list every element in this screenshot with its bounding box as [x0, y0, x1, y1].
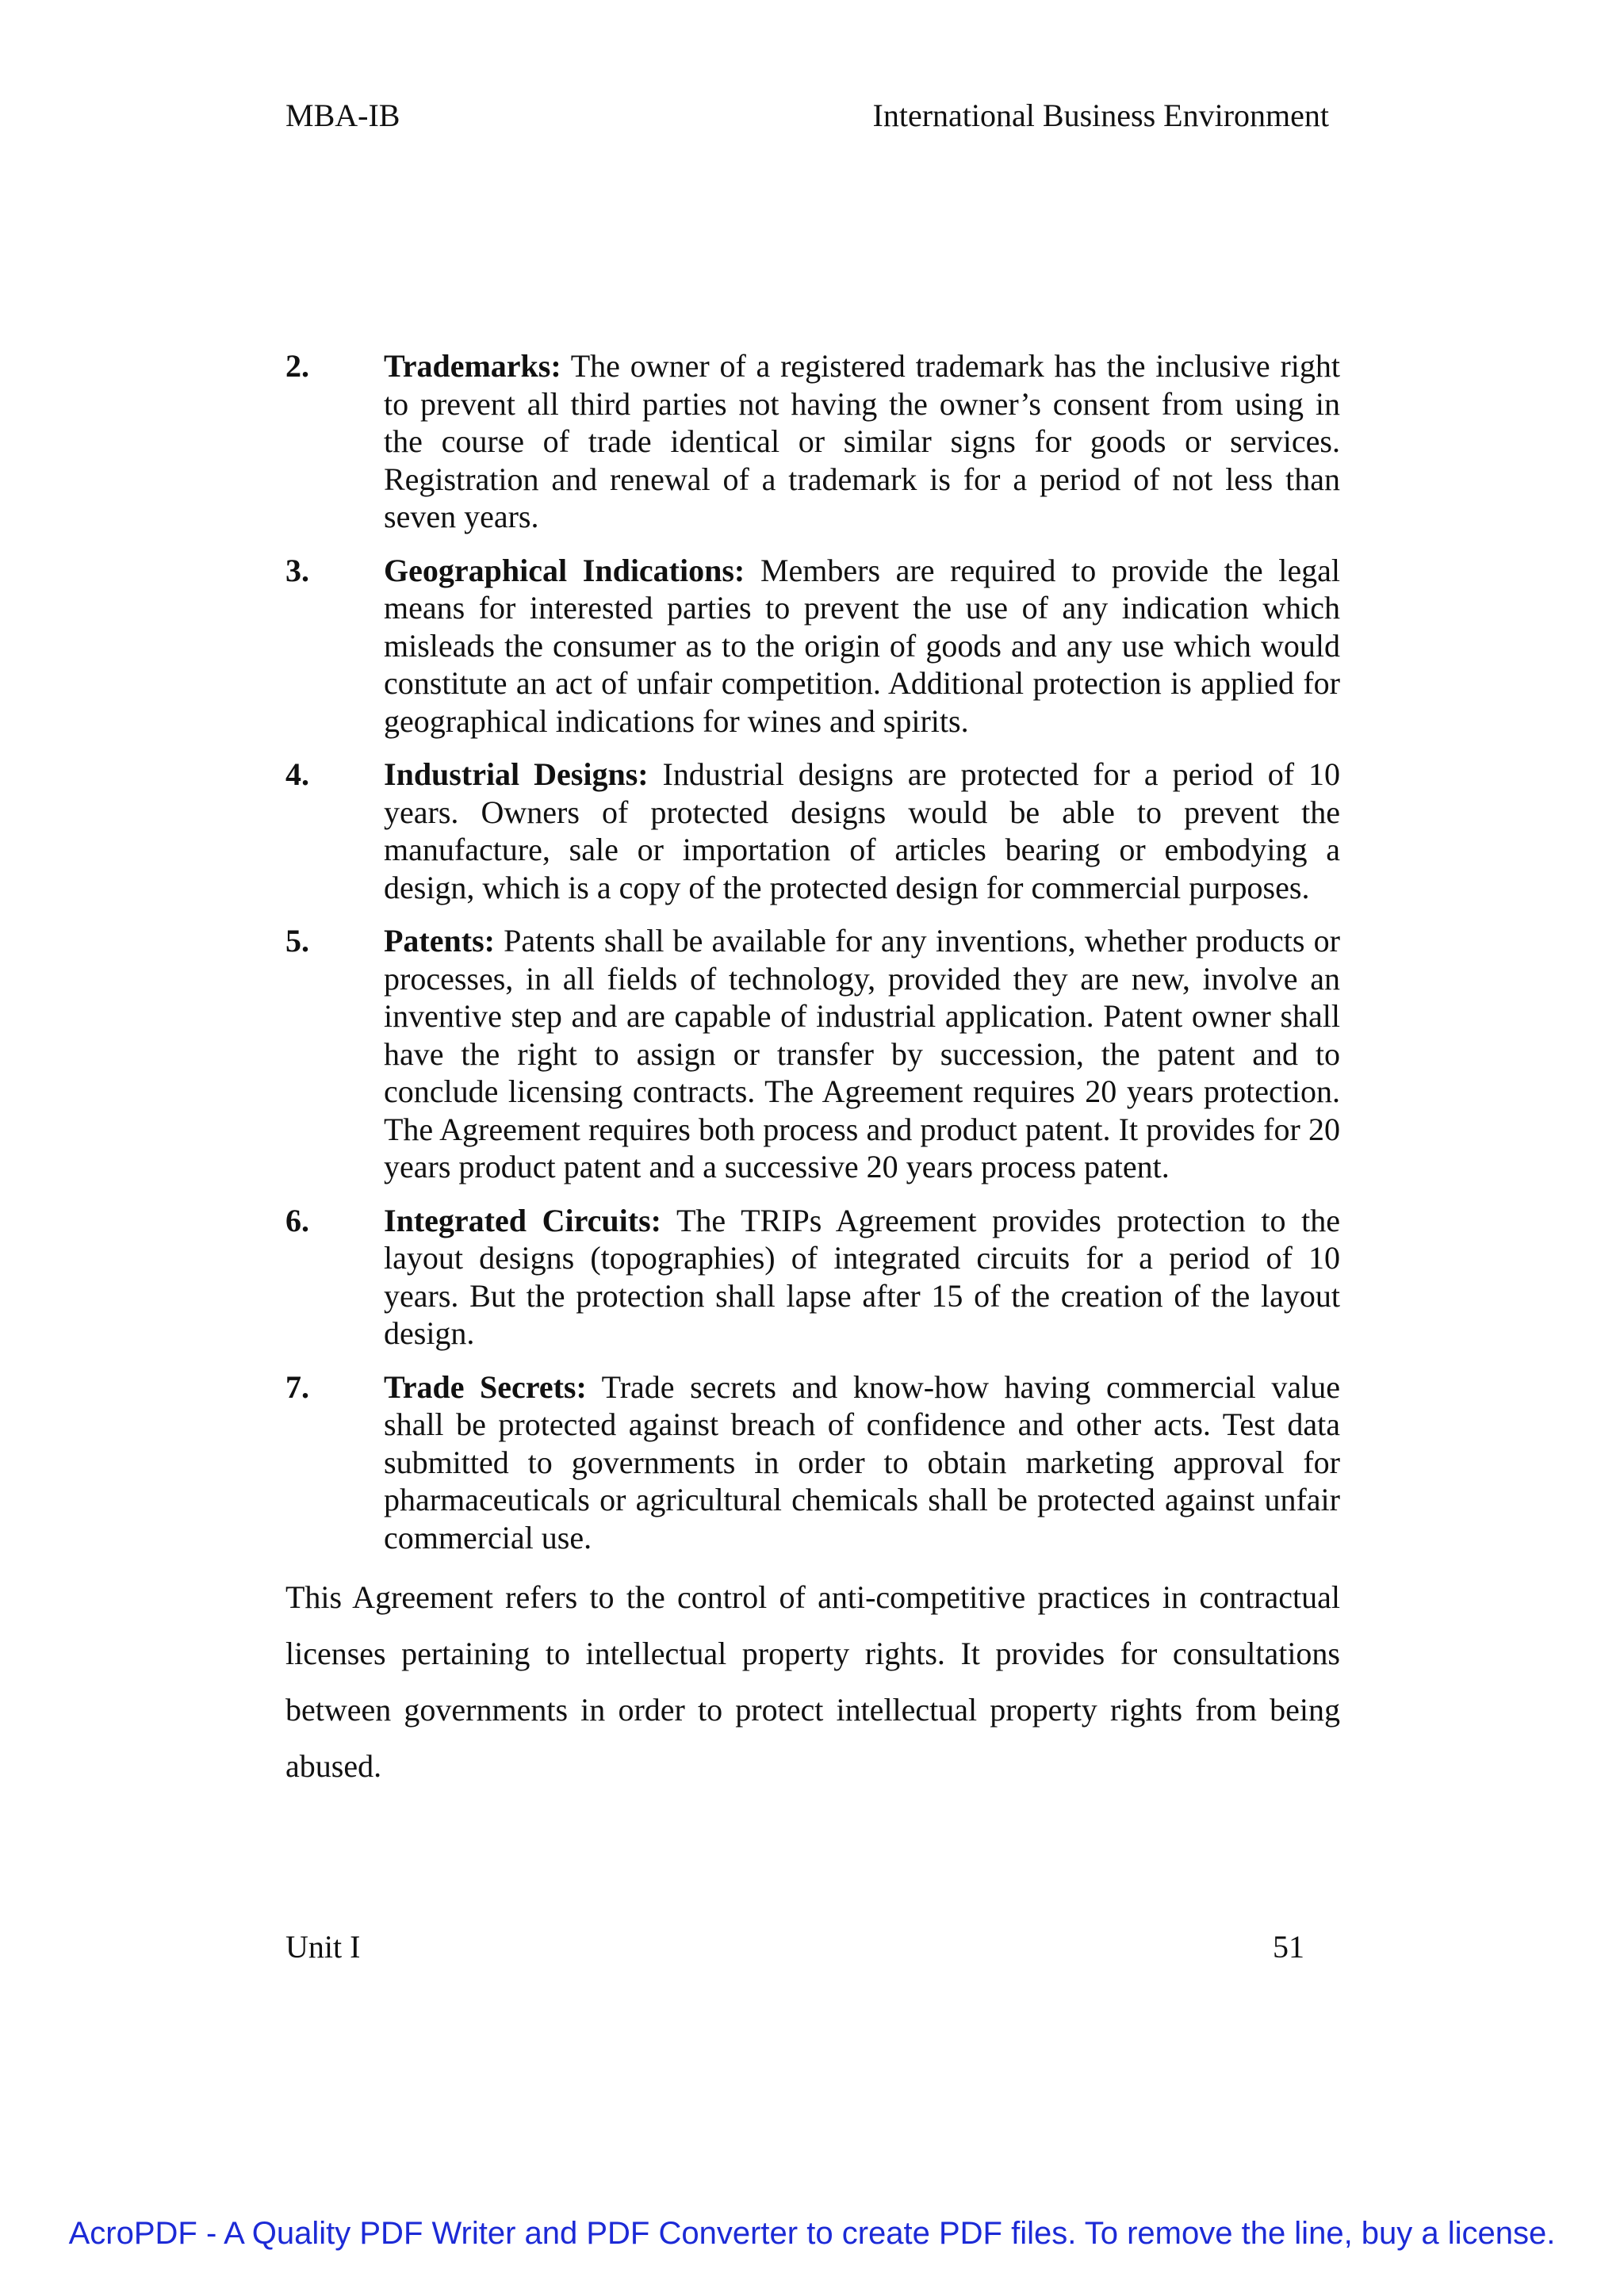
list-item — [285, 552, 1340, 740]
header-course-title: International Business Environment — [872, 98, 1329, 133]
list-item-title: Trade Secrets: — [384, 1368, 587, 1405]
watermark-banner: AcroPDF - A Quality PDF Writer and PDF Converter to create PDF files. To remove the line, buy a license. — [68, 2216, 1556, 2251]
list-item — [285, 1368, 1340, 1557]
list-item-number: 2. — [285, 348, 309, 384]
list-item-number: 4. — [285, 756, 309, 792]
list-item-title: Integrated Circuits: — [384, 1202, 661, 1238]
list-item-title: Industrial Designs: — [384, 756, 649, 792]
list-item-text: The TRIPs Agreement provides protection to the layout designs (topographies) of integrated circuits for a period of 10 years. But the protection shall lapse after 15 of the creation of the layout design. — [384, 1202, 1341, 1351]
footer-unit-label: Unit I — [285, 1929, 361, 1965]
list-item — [285, 756, 1340, 906]
list-item-number: 6. — [285, 1202, 309, 1238]
header-course-code: MBA-IB — [285, 98, 400, 133]
list-item-text: The owner of a registered trademark has the inclusive right to prevent all third parties not having the owner’s consent from using in the course of trade identical or similar signs for goods or services. Registration and renewal of a trademark is for a period of not less than seven years. — [384, 348, 1340, 534]
list-item-body — [384, 347, 1340, 536]
document-body — [285, 347, 1340, 1826]
list-item-number: 3. — [285, 552, 309, 588]
closing-paragraph: This Agreement refers to the control of anti-competitive practices in contractual licenses pertaining to intellectual property rights. It provides for consultations between governments in order to protect intellectual property rights from being abused. — [285, 1579, 1340, 1784]
list-item-text: Patents shall be available for any inventions, whether products or processes, in all fields of technology, provided they are new, involve an inventive step and are capable of industrial application. Patent owner shall have the right to assign or transfer by succession, the patent and to conclude licensing contracts. The Agreement requires 20 years protection. The Agreement requires both process and product patent. It provides for 20 years product patent and a successive 20 years process patent. — [384, 923, 1340, 1184]
list-item-title: Patents: — [384, 923, 495, 959]
list-item-text: Members are required to provide the legal means for interested parties to prevent the use of any indication which misleads the consumer as to the origin of goods and any use which would constitute an act of unfair competition. Additional protection is applied for geographical indications for wines and spirits. — [384, 552, 1340, 739]
list-item — [285, 1202, 1340, 1353]
list-item-title: Geographical Indications: — [384, 552, 745, 588]
list-item-number: 7. — [285, 1368, 309, 1405]
list-item-text: Industrial designs are protected for a period of 10 years. Owners of protected designs would be able to prevent the manufacture, sale or importation of articles bearing or embodying a design, which is a copy of the protected design for commercial purposes. — [384, 756, 1340, 905]
list-item-body — [384, 922, 1340, 1186]
list-item-number: 5. — [285, 923, 309, 959]
list-item — [285, 922, 1340, 1186]
list-item-body — [384, 1368, 1340, 1557]
list-item — [285, 347, 1340, 536]
list-item-title: Trademarks: — [384, 348, 561, 384]
list-item-body — [384, 1202, 1340, 1353]
list-item-text: Trade secrets and know-how having commercial value shall be protected against breach of confidence and other acts. Test data submitted to governments in order to obtain marketing approval for pharmaceuticals or agricultural chemicals shall be protected against unfair commercial use. — [384, 1368, 1340, 1556]
list-item-body — [384, 552, 1340, 740]
list-item-body — [384, 756, 1340, 906]
page-number: 51 — [1273, 1929, 1304, 1965]
